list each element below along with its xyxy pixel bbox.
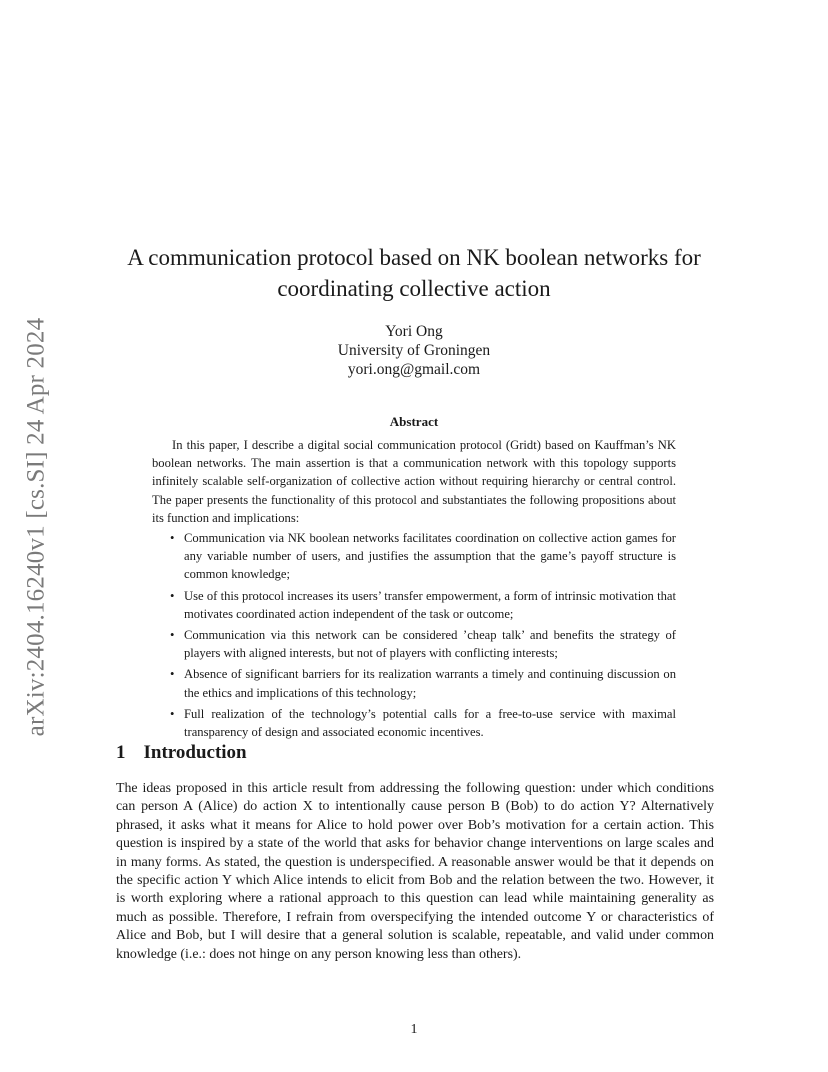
author-name: Yori Ong: [385, 323, 443, 340]
page-number: 1: [410, 1022, 418, 1037]
arxiv-sidebar-stamp: [22, 296, 50, 758]
author-email: yori.ong@gmail.com: [347, 361, 481, 378]
introduction-body: [116, 780, 714, 964]
list-item: • Communication via NK boolean networks facilitates coordination on collective action games for any variable number of users, and justifies the assumption that the game’s payoff structure is common knowledge;: [184, 529, 676, 584]
section-heading-introduction: [116, 742, 247, 764]
title-line-2: coordinating collective action: [277, 276, 551, 301]
list-item: • Full realization of the technology’s potential calls for a free-to-use service with maximal transparency of design and associated economic incentives.: [184, 705, 676, 741]
list-item: • Use of this protocol increases its users’ transfer empowerment, a form of intrinsic motivation that motivates coordinated action independent of the task or outcome;: [184, 587, 676, 623]
section-title: Introduction: [143, 742, 247, 763]
abstract-intro: In this paper, I describe a digital social communication protocol (Gridt) based on Kauffman’s NK boolean networks. The main assertion is that a communication network with this topology supports infinitely scalable self-organization of collective action without requiring hierarchy or central control. The paper presents the functionality of this protocol and substantiates the following propositions about its function and implications:: [152, 438, 676, 525]
author-block: [100, 322, 728, 379]
abstract-propositions-list: [152, 529, 676, 741]
list-item: • Communication via this network can be considered ’cheap talk’ and benefits the strategy of players with aligned interests, but not of players with conflicting interests;: [184, 626, 676, 662]
title-line-1: A communication protocol based on NK boolean networks for: [127, 245, 701, 270]
introduction-paragraph: The ideas proposed in this article result from addressing the following question: under which conditions can person A (Alice) do action X to intentionally cause person B (Bob) to do action Y? Alternatively phrased, it asks what it means for Alice to hold power over Bob’s motivation for a certain action. This question is inspired by a state of the world that asks for behavior change interventions on large scales and in many forms. As stated, the question is underspecified. A reasonable answer would be that it depends on the specific action Y which Alice intends to elicit from Bob and the relation between the two. However, it is worth exploring where a rational approach to this question can lead while maintaining generality as much as possible. Therefore, I refrain from overspecifying the intended outcome Y or characteristics of Alice and Bob, but I will desire that a general solution is scalable, repeatable, and valid under common knowledge (i.e.: does not hinge on any person knowing less than others).: [116, 781, 714, 962]
abstract-body: [152, 436, 676, 744]
arxiv-identifier: arXiv:2404.16240v1 [cs.SI] 24 Apr 2024: [22, 317, 50, 737]
list-item: • Absence of significant barriers for its realization warrants a timely and continuing discussion on the ethics and implications of this technology;: [184, 665, 676, 701]
paper-title: [100, 242, 728, 304]
section-number: 1: [116, 742, 126, 763]
author-affiliation: University of Groningen: [337, 342, 491, 359]
abstract-heading: Abstract: [389, 414, 439, 429]
